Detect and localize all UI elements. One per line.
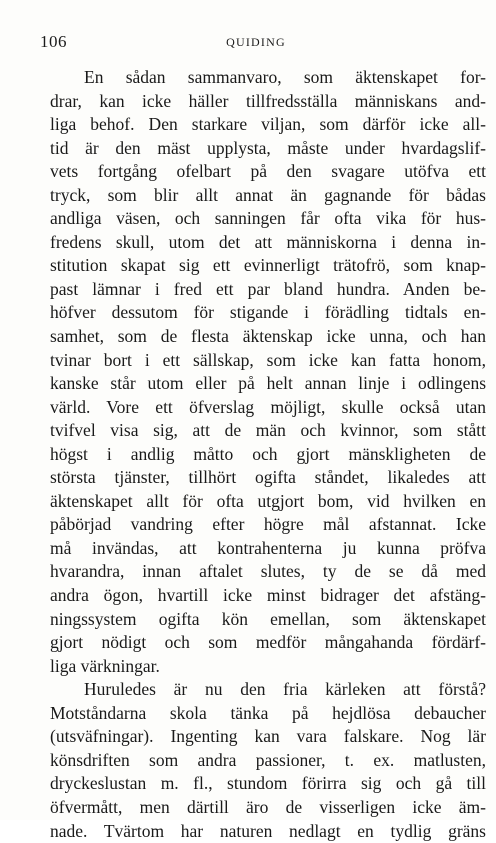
text-line: stitution skapat sig ett evinnerligt trätofrö, som knap- xyxy=(50,254,486,278)
paragraph-end-line: liga värkningar. xyxy=(50,655,486,679)
text-line: hvarandra, innan aftalet slutes, ty de se då med xyxy=(50,560,486,584)
body-text xyxy=(50,66,486,843)
text-line: Motståndarna skola tänka på hejdlösa debaucher xyxy=(50,702,486,726)
text-line: tryck, som blir allt annat än gagnande för bådas xyxy=(50,184,486,208)
text-line: fredens skull, utom det att människorna i denna in- xyxy=(50,231,486,255)
page-header xyxy=(40,32,484,56)
text-line: tvifvel visa sig, att de män och kvinnor, som stått xyxy=(50,419,486,443)
text-line: öfvermått, men därtill äro de visserligen icke äm- xyxy=(50,796,486,820)
text-line: kanske står utom eller på helt annan linje i odlingens xyxy=(50,372,486,396)
text-line: könsdriften som andra passioner, t. ex. matlusten, xyxy=(50,749,486,773)
text-line: högst i andlig måtto och gjort mänskligheten de xyxy=(50,443,486,467)
text-line: höfver dessutom för stigande i förädling tidtals en- xyxy=(50,301,486,325)
text-line: (utsväfningar). Ingenting kan vara falskare. Nog lär xyxy=(50,725,486,749)
page-number: 106 xyxy=(40,32,67,52)
text-line: må invändas, att kontrahenterna ju kunna pröfva xyxy=(50,537,486,561)
text-line: En sådan sammanvaro, som äktenskapet for- xyxy=(50,66,486,90)
paragraph-start-line: Huruledes är nu den fria kärleken att förstå? xyxy=(50,678,486,702)
text-line: vets fortgång ofelbart på den svagare utöfva ett xyxy=(50,160,486,184)
text-line: tid är den mäst upplysta, måste under hvardagslif- xyxy=(50,137,486,161)
text-line: ningssystem ogifta kön emellan, som äktenskapet xyxy=(50,608,486,632)
text-line: andliga väsen, och sanningen får ofta vika för hus- xyxy=(50,207,486,231)
text-line: liga behof. Den starkare viljan, som därför icke all- xyxy=(50,113,486,137)
text-line: samhet, som de flesta äktenskap icke unna, och han xyxy=(50,325,486,349)
text-line: äktenskapet allt för ofta utgjort bom, vid hvilken en xyxy=(50,490,486,514)
text-line: tvinar bort i ett sällskap, som icke kan fatta honom, xyxy=(50,349,486,373)
text-line: dryckeslustan m. fl., stundom förirra sig och gå till xyxy=(50,772,486,796)
text-line: nade. Tvärtom har naturen nedlagt en tydlig gräns xyxy=(50,820,486,843)
text-line: past lämnar i fred ett par bland hundra. Anden be- xyxy=(50,278,486,302)
running-title: QUIDING xyxy=(40,35,456,50)
text-line: andra ögon, hvartill icke minst bidrager det afstäng- xyxy=(50,584,486,608)
text-line: gjort nödigt och som medför mångahanda fördärf- xyxy=(50,631,486,655)
text-line: drar, kan icke häller tillfredsställa människans and- xyxy=(50,90,486,114)
text-line: största tjänster, tillhört ogifta ståndet, likaledes att xyxy=(50,466,486,490)
text-line: värld. Vore ett öfverslag möjligt, skulle också utan xyxy=(50,396,486,420)
text-line: påbörjad vandring efter högre mål afstannat. Icke xyxy=(50,513,486,537)
